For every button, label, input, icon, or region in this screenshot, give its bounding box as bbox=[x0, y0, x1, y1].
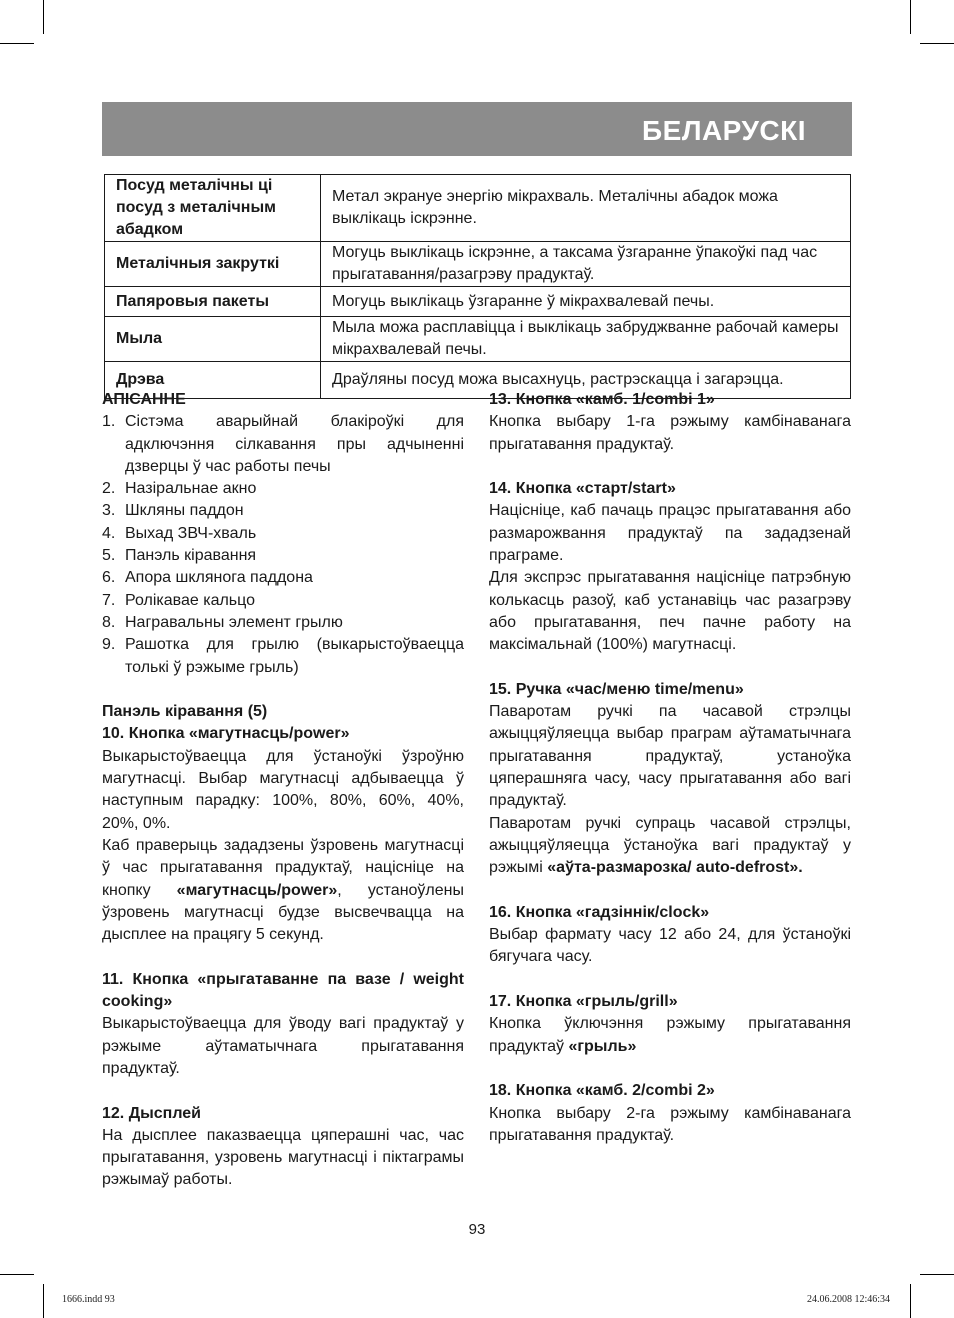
paragraph: Каб праверыць зададзены ўзровень магутнасці ў час прыгатавання прадуктаў, націсніце на кнопку «магутнасць/power», устаноўлены ўзровень магутнасці будзе высвечвацца на дысплее на працягу 5 секунд. bbox=[102, 836, 464, 944]
date-slug: 24.06.2008 12:46:34 bbox=[806, 1294, 890, 1305]
section-heading: 13. Кнопка «камб. 1/combi 1» bbox=[489, 391, 715, 408]
paragraph: Выбар фармату часу 12 або 24, для ўстаноўкі бягучага часу. bbox=[489, 926, 851, 966]
paragraph: Паваротам ручкі супраць часавой стрэлцы, ажыццяўляецца ўстаноўка вагі прадуктаў у рэжымі «аўта-размарозка/ auto-defrost». bbox=[489, 814, 851, 877]
list-item: 3. Шкляны паддон bbox=[102, 502, 244, 520]
material-cell: Металічныя закруткі bbox=[105, 242, 321, 287]
crop-mark bbox=[910, 1284, 911, 1318]
list-item: 6. Апора шклянога паддона bbox=[102, 569, 313, 587]
list-item: 4. Выхад ЗВЧ-хваль bbox=[102, 524, 257, 542]
table-row bbox=[105, 317, 851, 362]
section-heading: 15. Ручка «час/меню time/menu» bbox=[489, 680, 744, 698]
left-column bbox=[102, 389, 464, 1192]
paragraph: Кнопка ўключэння рэжыму прыгатавання прадуктаў «грыль» bbox=[489, 1015, 851, 1055]
section-heading: 16. Кнопка «гадзіннік/clock» bbox=[489, 903, 710, 921]
list-item: 8. Награвальны элемент грылю bbox=[102, 613, 343, 631]
material-cell: Папяровыя пакеты bbox=[105, 287, 321, 317]
paragraph: На дысплее паказваецца цяперашні час, час прыгатавання, узровень магутнасці і піктаграмы рэжымаў работы. bbox=[102, 1126, 464, 1189]
materials-table bbox=[104, 174, 851, 399]
right-column bbox=[489, 389, 851, 1147]
section-heading: 12. Дысплей bbox=[102, 1104, 201, 1122]
list-item: 7. Ролікавае кальцо bbox=[102, 591, 256, 609]
file-slug: 1666.indd 93 bbox=[62, 1294, 115, 1305]
crop-mark bbox=[920, 43, 954, 44]
crop-mark bbox=[0, 43, 34, 44]
material-cell: Мыла bbox=[105, 317, 321, 362]
page-number: 93 bbox=[468, 1221, 486, 1238]
note-cell: Драўляны посуд можа высахнуць, растрэскацца і загарэцца. bbox=[321, 362, 851, 399]
crop-mark bbox=[43, 1284, 44, 1318]
note-cell: Мыла можа расплавіцца і выклікаць забруджванне рабочай камеры мікрахвалевай печы. bbox=[321, 317, 851, 362]
language-banner bbox=[102, 102, 852, 156]
list-item: 9. Рашотка для грылю (выкарыстоўваецца толькі ў рэжыме грыль) bbox=[102, 636, 464, 676]
crop-mark bbox=[43, 0, 44, 34]
paragraph: Націсніце, каб пачаць працэс прыгатавання або размарожвання прадуктаў па зададзенай праграме. bbox=[489, 502, 851, 565]
paragraph: Кнопка выбару 1-га рэжыму камбінаванага прыгатавання прадуктаў. bbox=[489, 413, 851, 453]
list-item: 1. Сістэма аварыйнай блакіроўкі для адключэння сілкавання пры адчыненні дзверцы ў час работы печы bbox=[102, 413, 464, 475]
section-heading: 18. Кнопка «камб. 2/combi 2» bbox=[489, 1082, 715, 1100]
section-heading: Панэль кіравання (5) bbox=[102, 703, 268, 721]
paragraph: Выкарыстоўваецца для ўводу вагі прадуктаў у рэжыме аўтаматычнага прыгатавання прадуктаў. bbox=[102, 1015, 464, 1077]
list-item: 2. Назіральнае акно bbox=[102, 480, 257, 498]
section-heading: 10. Кнопка «магутнасць/power» bbox=[102, 725, 350, 743]
paragraph: Выкарыстоўваецца для ўстаноўкі ўзроўню магутнасці. Выбар магутнасці адбываецца ў наступным парадку: 100%, 80%, 60%, 40%, 20%, 0%. bbox=[102, 747, 464, 832]
section-heading: 17. Кнопка «грыль/grill» bbox=[489, 993, 678, 1011]
list-item: 5. Панэль кіравання bbox=[102, 547, 257, 565]
paragraph: Паваротам ручкі па часавой стрэлцы ажыццяўляецца выбар праграм аўтаматычнага прыгатавання прадуктаў, устаноўка цяперашняга часу, часу прыгатавання або вагі прадуктаў. bbox=[489, 703, 851, 810]
crop-mark bbox=[910, 0, 911, 34]
table-row bbox=[105, 175, 851, 242]
material-cell: Дрэва bbox=[105, 362, 321, 399]
paragraph: Кнопка выбару 2-га рэжыму камбінаванага прыгатавання прадуктаў. bbox=[489, 1104, 851, 1144]
note-cell: Могуць выклікаць іскрэнне, а таксама ўзгаранне ўпакоўкі пад час прыгатавання/разагрэву прадуктаў. bbox=[321, 242, 851, 287]
section-heading: 14. Кнопка «старт/start» bbox=[489, 480, 676, 498]
page-title: БЕЛАРУСКІ bbox=[642, 115, 806, 146]
note-cell: Метал экрануе энергію мікрахваль. Металічны абадок можа выклікаць іскрэнне. bbox=[321, 175, 851, 242]
parts-list bbox=[102, 411, 464, 679]
table-row bbox=[105, 287, 851, 317]
paragraph: Для экспрэс прыгатавання націсніце патрэбную колькасць разоў, каб устанавіць час разагрэву або прыгатавання, печ пачне работу на максімальнай (100%) магутнасці. bbox=[489, 569, 851, 654]
crop-mark bbox=[0, 1274, 34, 1275]
material-cell: Посуд металічны ці посуд з металічным абадком bbox=[105, 175, 321, 242]
crop-mark bbox=[920, 1274, 954, 1275]
note-cell: Могуць выклікаць ўзгаранне ў мікрахвалевай печы. bbox=[321, 287, 851, 317]
table-row bbox=[105, 242, 851, 287]
section-heading: АПІСАННЕ bbox=[102, 391, 186, 408]
section-heading: 11. Кнопка «прыгатаванне па вазе / weight cooking» bbox=[102, 970, 464, 1011]
